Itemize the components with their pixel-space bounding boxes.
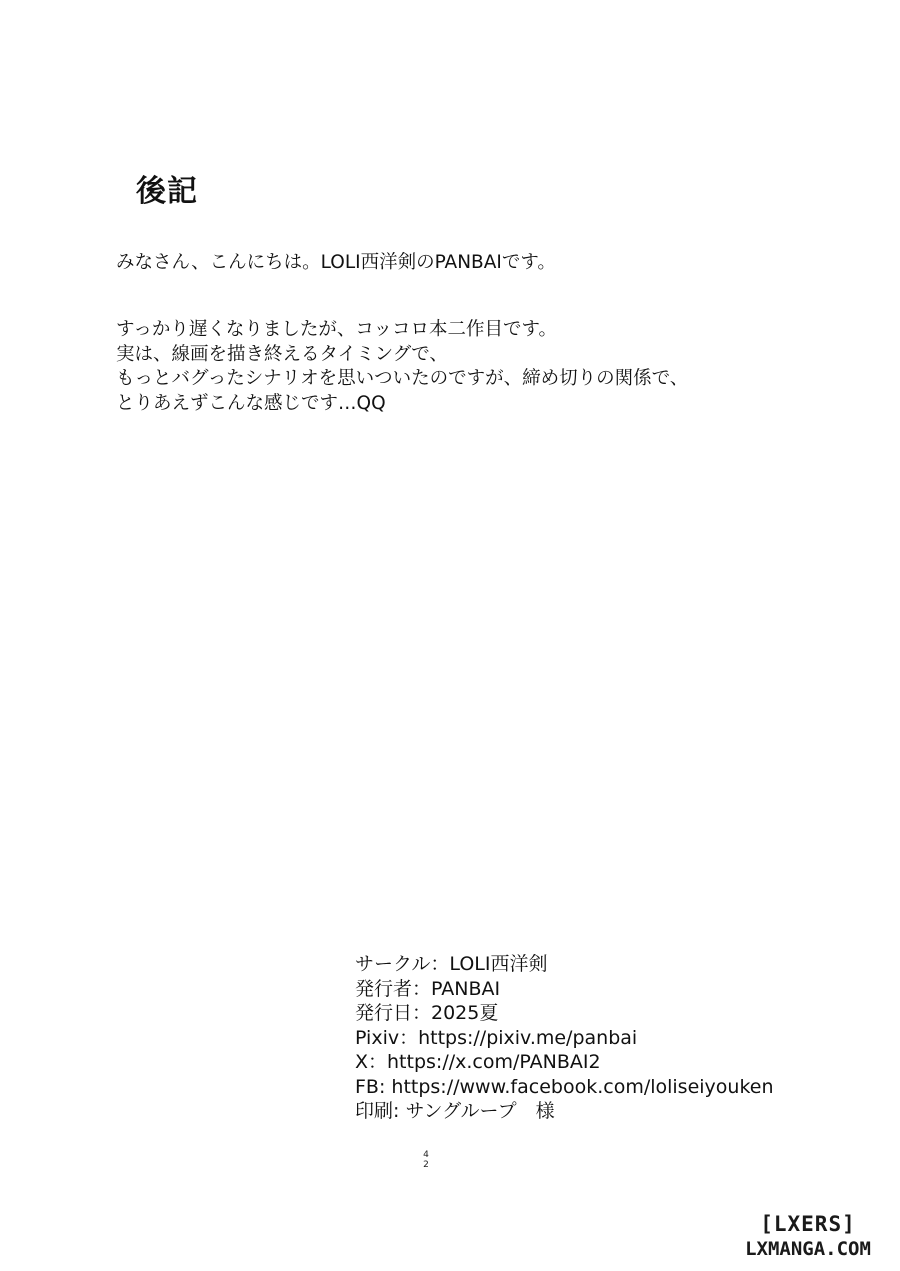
page-number: [422, 1150, 430, 1170]
colophon-x: X：https://x.com/PANBAI2: [355, 1051, 601, 1073]
body-line: すっかり遅くなりましたが、コッコロ本二作目です。: [116, 319, 558, 340]
page-number-digit: 2: [423, 1160, 429, 1170]
body-line: もっとバグったシナリオを思いついたのですが、締め切りの関係で、: [116, 368, 689, 389]
page-number-digit: 4: [423, 1150, 429, 1160]
watermark: [728, 1211, 888, 1261]
colophon: [355, 952, 774, 1124]
body-line: とりあえずこんな感じです…QQ: [116, 392, 386, 414]
colophon-publisher: 発行者：PANBAI: [355, 977, 501, 1000]
body-line: 実は、線画を描き終えるタイミングで、: [116, 343, 448, 365]
afterword-body: [116, 318, 688, 416]
colophon-pixiv: Pixiv：https://pixiv.me/panbai: [355, 1026, 638, 1049]
greeting-text: みなさん、こんにちは。LOLI西洋剣のPANBAIです。: [116, 252, 556, 273]
colophon-date: 発行日：2025夏: [355, 1002, 499, 1024]
afterword-title: 後記: [136, 174, 198, 209]
colophon-facebook: FB: https://www.facebook.com/loliseiyouken: [355, 1075, 774, 1098]
watermark-bottom: LXMANGA.COM: [745, 1238, 871, 1260]
colophon-printer: 印刷: サングループ 様: [355, 1100, 555, 1122]
colophon-circle: サークル：LOLI西洋剣: [355, 953, 548, 975]
watermark-top: [LXERS]: [760, 1212, 856, 1236]
